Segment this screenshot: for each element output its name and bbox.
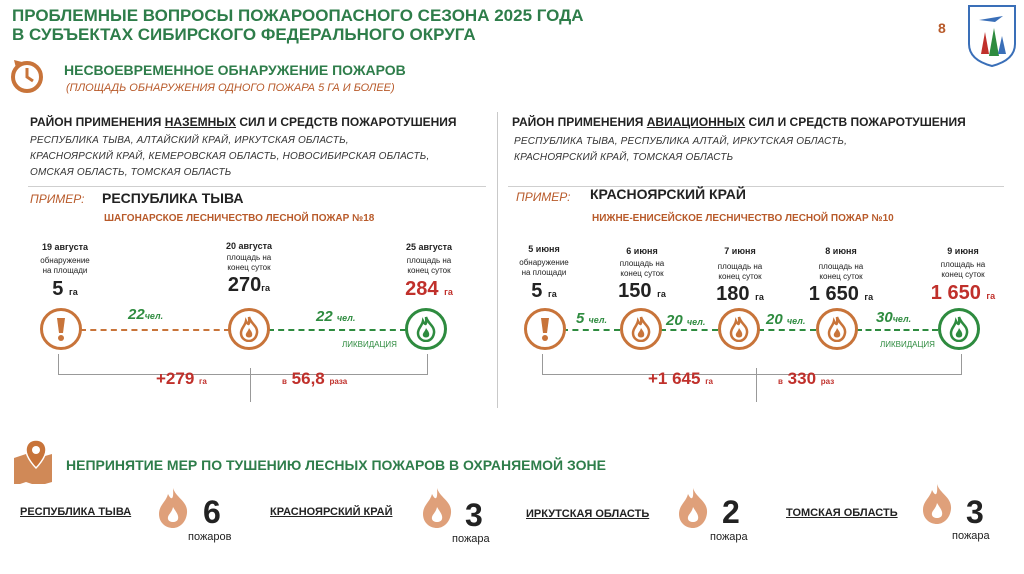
aviation-node4-text: 8 июня площадь на конец суток 1 650 га (808, 246, 874, 305)
item4-flame-icon (920, 483, 954, 530)
section2-title: НЕПРИНЯТИЕ МЕР ПО ТУШЕНИЮ ЛЕСНЫХ ПОЖАРОВ В ОХРАНЯЕМОЙ ЗОНЕ (66, 457, 606, 473)
aviation-node3-flame-icon (718, 308, 760, 350)
aviation-node4-flame-icon (816, 308, 858, 350)
ground-node2-flame-icon (228, 308, 270, 350)
section1-title: НЕСВОЕВРЕМЕННОЕ ОБНАРУЖЕНИЕ ПОЖАРОВ (64, 62, 406, 78)
ground-liquidation: ЛИКВИДАЦИЯ (342, 340, 397, 349)
aviation-node2-text: 6 июня площадь на конец суток 150 га (618, 246, 666, 302)
ground-link2 (268, 329, 406, 331)
item1-count: 6 (203, 494, 221, 530)
aviation-node1-alert-icon (524, 308, 566, 350)
aviation-heading: РАЙОН ПРИМЕНЕНИЯ АВИАЦИОННЫХ СИЛ И СРЕДСТВ ПОЖАРОТУШЕНИЯ (512, 115, 966, 129)
item4-unit: пожара (952, 530, 990, 542)
item2-flame-icon (420, 487, 454, 534)
ground-bracket (58, 354, 428, 375)
ground-growth: +279 га (156, 369, 207, 388)
ground-ratio: в 56,8 раза (282, 369, 348, 388)
map-pin-icon (12, 438, 56, 484)
aviation-example-label: ПРИМЕР: (516, 190, 571, 204)
aviation-people4: 30чел. (876, 309, 912, 326)
item4-count: 3 (966, 494, 984, 530)
aviation-node2-flame-icon (620, 308, 662, 350)
ground-example-label: ПРИМЕР: (30, 192, 85, 206)
ground-node1-text: 19 августа обнаружение на площади 5 га (40, 242, 90, 300)
aviation-bracket-mid (756, 368, 757, 402)
aviation-node5-flame-icon (938, 308, 980, 350)
item4-region: ТОМСКАЯ ОБЛАСТЬ (786, 507, 898, 519)
ground-node2-text: 20 августа площадь на конец суток 270га (226, 241, 272, 296)
item2-region: КРАСНОЯРСКИЙ КРАЙ (270, 506, 393, 518)
item3-count: 2 (722, 494, 740, 530)
ground-node3-text: 25 августа площадь на конец суток 284 га (405, 242, 453, 300)
ground-heading: РАЙОН ПРИМЕНЕНИЯ НАЗЕМНЫХ СИЛ И СРЕДСТВ ПОЖАРОТУШЕНИЯ (30, 115, 457, 129)
aviation-bracket (542, 354, 962, 375)
aviation-node3-text: 7 июня площадь на конец суток 180 га (716, 246, 764, 305)
ground-regions: РЕСПУБЛИКА ТЫВА, АЛТАЙСКИЙ КРАЙ, ИРКУТСКАЯ ОБЛАСТЬ, КРАСНОЯРСКИЙ КРАЙ, КЕМЕРОВСКАЯ ОБЛАСТЬ, НОВОСИБИРСКАЯ ОБЛАСТЬ, ОМСКАЯ ОБЛАСТЬ, ТОМСКАЯ ОБЛАСТЬ (30, 135, 430, 178)
aviation-people3: 20 чел. (766, 311, 806, 328)
item2-unit: пожара (452, 533, 490, 545)
item1-unit: пожаров (188, 531, 232, 543)
left-separator (28, 186, 486, 187)
item3-flame-icon (676, 487, 710, 534)
aviation-example-name: КРАСНОЯРСКИЙ КРАЙ (590, 186, 746, 202)
page-title (12, 6, 584, 44)
aviation-liquidation: ЛИКВИДАЦИЯ (880, 340, 935, 349)
aviation-people2: 20 чел. (666, 312, 706, 329)
column-divider (497, 112, 498, 408)
aviation-link2 (660, 329, 718, 331)
aviation-node1-text: 5 июня обнаружение на площади 5 га (519, 244, 569, 302)
section1-subtitle: (ПЛОЩАДЬ ОБНАРУЖЕНИЯ ОДНОГО ПОЖАРА 5 ГА И БОЛЕЕ) (66, 82, 395, 94)
page-title-line2: В СУБЪЕКТАХ СИБИРСКОГО ФЕДЕРАЛЬНОГО ОКРУГА (12, 25, 476, 44)
ground-bracket-mid (250, 368, 251, 402)
ground-people2: 22 чел. (316, 308, 356, 325)
ground-node1-alert-icon (40, 308, 82, 350)
page-title-line1: ПРОБЛЕМНЫЕ ВОПРОСЫ ПОЖАРООПАСНОГО СЕЗОНА 2025 ГОДА (12, 6, 584, 25)
aviation-link1 (562, 329, 620, 331)
item2-count: 3 (465, 497, 483, 533)
ground-example-name: РЕСПУБЛИКА ТЫВА (102, 190, 244, 206)
clock-icon (8, 56, 46, 94)
ground-example-sub: ШАГОНАРСКОЕ ЛЕСНИЧЕСТВО ЛЕСНОЙ ПОЖАР №18 (104, 213, 375, 224)
aviation-node5-text: 9 июня площадь на конец суток 1 650 га (930, 246, 996, 304)
item3-unit: пожара (710, 531, 748, 543)
item3-region: ИРКУТСКАЯ ОБЛАСТЬ (526, 508, 650, 520)
aviation-link3 (758, 329, 816, 331)
ground-node3-flame-icon (405, 308, 447, 350)
aviation-forest-logo-icon (965, 4, 1019, 68)
aviation-link4 (856, 329, 938, 331)
aviation-ratio: в 330 раз (778, 369, 835, 388)
aviation-growth: +1 645 га (648, 369, 713, 388)
right-separator (508, 186, 1004, 187)
item1-region: РЕСПУБЛИКА ТЫВА (20, 506, 132, 518)
ground-people1: 22чел. (128, 306, 164, 323)
ground-link1 (80, 329, 230, 331)
item1-flame-icon (156, 487, 190, 534)
aviation-regions: РЕСПУБЛИКА ТЫВА, РЕСПУБЛИКА АЛТАЙ, ИРКУТСКАЯ ОБЛАСТЬ, КРАСНОЯРСКИЙ КРАЙ, ТОМСКАЯ ОБЛАСТЬ (514, 136, 848, 163)
aviation-people1: 5 чел. (576, 310, 607, 327)
page-number: 8 (938, 20, 946, 36)
aviation-example-sub: НИЖНЕ-ЕНИСЕЙСКОЕ ЛЕСНИЧЕСТВО ЛЕСНОЙ ПОЖАР №10 (592, 213, 894, 224)
